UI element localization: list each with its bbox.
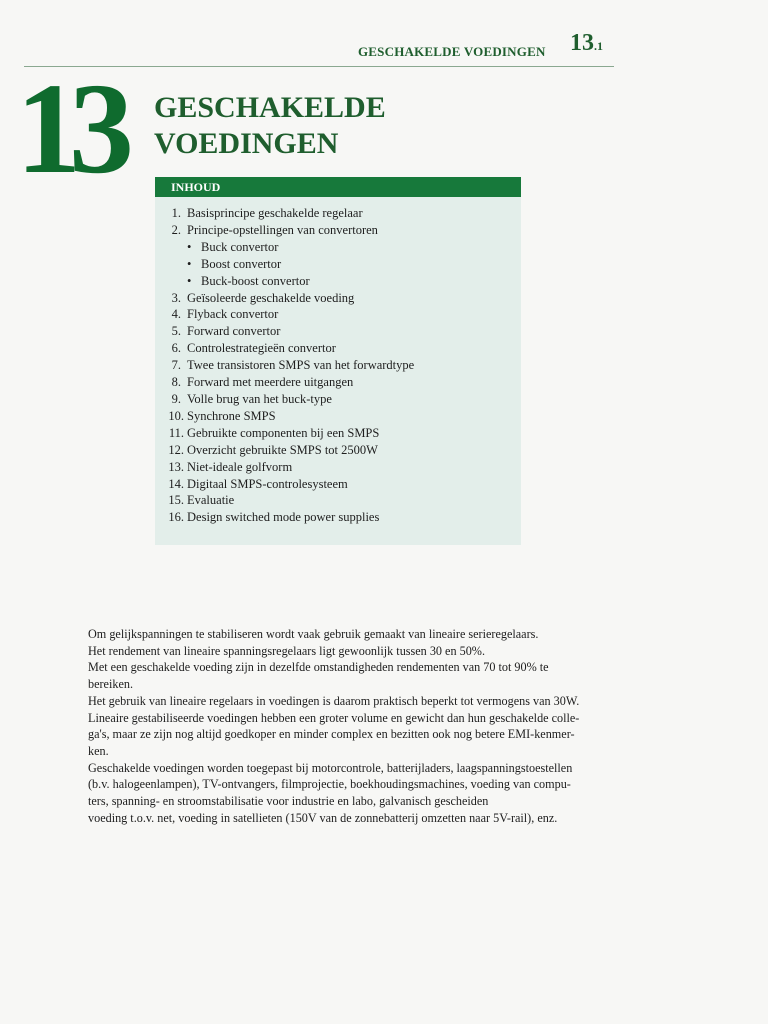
toc-item-number: 2. <box>171 222 181 237</box>
toc-item <box>162 391 521 408</box>
toc-item <box>162 476 521 493</box>
chapter-title-line-2: VOEDINGEN <box>154 127 339 160</box>
toc-item-label: Forward met meerdere uitgangen <box>187 375 354 390</box>
page-number-main: 13 <box>570 30 594 56</box>
toc-item <box>162 306 521 323</box>
toc-heading: INHOUD <box>155 177 521 197</box>
toc-item-label: Niet-ideale golfvorm <box>187 459 293 474</box>
intro-line: Met een geschakelde voeding zijn in dezelfde omstandigheden rendementen van 70 tot 90% te <box>88 660 549 675</box>
intro-line: ga's, maar ze zijn nog altijd goedkoper en minder complex en bezitten ook nog betere EMI-kenmer- <box>88 727 575 742</box>
toc-item <box>162 222 521 239</box>
toc-item-number: 13. <box>168 459 184 474</box>
page-number-sub: .1 <box>594 39 603 53</box>
toc-item-label: Buck-boost convertor <box>201 273 310 288</box>
toc-item <box>162 290 521 307</box>
toc-item-label: Buck convertor <box>201 239 279 254</box>
toc-item <box>162 442 521 459</box>
toc-list <box>155 197 521 526</box>
chapter-number: 13 <box>16 57 122 201</box>
bullet-icon: • <box>187 256 192 271</box>
toc-item <box>162 357 521 374</box>
toc-item-label: Flyback convertor <box>187 307 279 322</box>
intro-line: Lineaire gestabiliseerde voedingen hebben een groter volume en gewicht dan hun geschakelde colle- <box>88 710 580 725</box>
intro-line: ken. <box>88 743 109 758</box>
bullet-icon: • <box>187 273 192 288</box>
toc-item <box>162 492 521 509</box>
toc-item <box>162 273 521 290</box>
toc-item-number: 5. <box>171 324 181 339</box>
toc-item-label: Geïsoleerde geschakelde voeding <box>187 290 355 305</box>
toc-item-number: 4. <box>171 307 181 322</box>
toc-item <box>162 205 521 222</box>
intro-line: Het rendement van lineaire spanningsregelaars ligt gewoonlijk tussen 30 en 50%. <box>88 643 485 658</box>
toc-item <box>162 509 521 526</box>
intro-line: Het gebruik van lineaire regelaars in voedingen is daarom praktisch beperkt tot vermogens van 30W. <box>88 693 580 708</box>
toc-item-number: 12. <box>168 442 184 457</box>
intro-line: bereiken. <box>88 677 134 692</box>
toc-item-number: 9. <box>171 391 181 406</box>
toc-item <box>162 323 521 340</box>
toc-item-label: Principe-opstellingen van convertoren <box>187 222 378 237</box>
toc-item-label: Design switched mode power supplies <box>187 510 380 525</box>
toc-item-label: Evaluatie <box>187 493 235 508</box>
toc-item-label: Gebruikte componenten bij een SMPS <box>187 425 380 440</box>
toc-item-number: 16. <box>168 510 184 525</box>
toc-item-number: 10. <box>168 408 184 423</box>
running-header-title: GESCHAKELDE VOEDINGEN <box>358 44 546 59</box>
toc-item <box>162 256 521 273</box>
toc-item-label: Synchrone SMPS <box>187 408 276 423</box>
toc-item-label: Forward convertor <box>187 324 281 339</box>
toc-item-number: 3. <box>171 290 181 305</box>
toc-item <box>162 374 521 391</box>
intro-line: Geschakelde voedingen worden toegepast bij motorcontrole, batterijladers, laagspanningstoestellen <box>88 760 573 775</box>
bullet-icon: • <box>187 239 192 254</box>
intro-text <box>88 626 628 826</box>
toc-item-number: 11. <box>168 425 184 440</box>
chapter-title <box>154 90 386 162</box>
intro-line: voeding t.o.v. net, voeding in satellieten (150V van de zonnebatterij omzetten naar 5V-rail), enz. <box>88 810 558 825</box>
toc-item <box>162 408 521 425</box>
toc-item-label: Twee transistoren SMPS van het forwardtype <box>187 358 415 373</box>
page-number <box>570 30 603 57</box>
intro-line: ters, spanning- en stroomstabilisatie voor industrie en labo, galvanisch gescheiden <box>88 794 489 809</box>
toc-item <box>162 459 521 476</box>
toc-item-label: Basisprincipe geschakelde regelaar <box>187 206 363 220</box>
chapter-title-line-1: GESCHAKELDE <box>154 91 386 124</box>
toc-item-number: 6. <box>171 341 181 356</box>
toc-item-label: Controlestrategieën convertor <box>187 341 336 356</box>
toc-item <box>162 425 521 442</box>
table-of-contents <box>155 177 521 545</box>
toc-item <box>162 239 521 256</box>
toc-item-label: Boost convertor <box>201 256 282 271</box>
toc-item-label: Overzicht gebruikte SMPS tot 2500W <box>187 442 378 457</box>
toc-item <box>162 340 521 357</box>
toc-item-number: 1. <box>171 206 181 220</box>
toc-item-number: 8. <box>171 375 181 390</box>
toc-item-label: Volle brug van het buck-type <box>187 391 332 406</box>
toc-item-number: 15. <box>168 493 184 508</box>
intro-line: Om gelijkspanningen te stabiliseren wordt vaak gebruik gemaakt van lineaire serieregelaars. <box>88 627 539 641</box>
toc-item-label: Digitaal SMPS-controlesysteem <box>187 476 348 491</box>
toc-item-number: 7. <box>171 358 181 373</box>
intro-line: (b.v. halogeenlampen), TV-ontvangers, filmprojectie, boekhoudingsmachines, voeding van compu- <box>88 777 571 792</box>
toc-item-number: 14. <box>168 476 184 491</box>
